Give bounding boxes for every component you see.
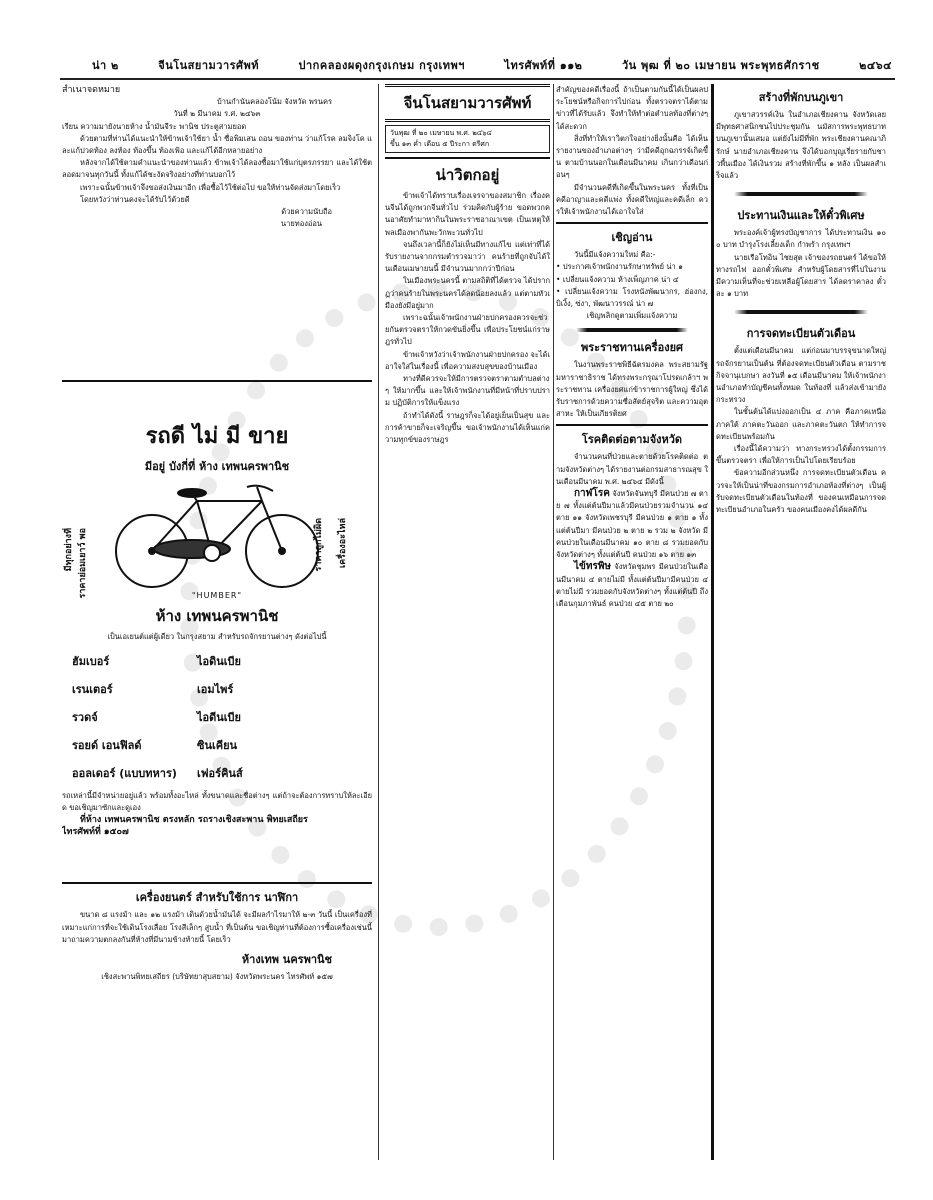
editorial-continued: มีจำนวนคดีที่เกิดขึ้นในพระนคร ทั้งที่เป็นคดีอาญาและคดีแพ่ง ทั้งคดีใหญ่และคดีเล็ก ควรให้เจ้าพนักงานได้เอาใจใส่ — [556, 182, 708, 217]
column-1 — [62, 84, 372, 1160]
donation-title: ประทานเงินและให้ตั๋วพิเศษ — [737, 209, 865, 223]
section-rule — [556, 222, 708, 224]
column-divider — [553, 84, 554, 1160]
bike-ad-body: รถเหล่านี้มีจำหน่ายอยู่แล้ว พร้อมทั้งอะไหล่ ทั้งขนาดและชื่อต่างๆ แต่ถ้าจะต้องการทราบให้ละเอียด ขอเชิญมาซักและดูเอง — [62, 790, 372, 812]
disease-name: ไข้ทรพิษ — [574, 561, 612, 573]
editorial-paragraph: จนถึงเวลานี้ก็ยังไม่เห็นมีทางแก้ไข แต่เท่าที่ได้รับรายงานจากกรมตำรวจมาว่า คนร้ายที่ถูกจับได้ในเดือนเมษายนนี้ มีจำนวนมากกว่าปีก่อน — [385, 239, 550, 274]
brand-item: เฟอร์คินส์ — [197, 766, 243, 780]
ornament-rule — [576, 328, 688, 332]
disease-title: โรคติดต่อตามจังหวัด — [581, 433, 683, 447]
temple-title: สร้างที่พักบนภูเขา — [758, 91, 844, 104]
disease-item — [556, 561, 708, 610]
bike-brand-caption: "HUMBER" — [191, 591, 243, 601]
masthead — [385, 84, 550, 122]
bike-ad-side-left: มีทุกอย่างที่ — [64, 528, 74, 572]
section-rule — [385, 157, 550, 159]
letter-closing: ด้วยความนับถือ — [281, 207, 332, 217]
census-paragraph: ในชั้นต้นได้แบ่งออกเป็น ๔ ภาค คือภาคเหนือ ภาคใต้ ภาคตะวันออก และภาคตะวันตก ให้ทำการจดทะเบียนพร้อมกัน — [716, 407, 886, 441]
issue-date: วัน พุฒ ที่ ๒๐ เมษายน พระพุทธศักราช — [621, 59, 820, 72]
editorial-paragraph: ถ้าทำได้ดังนี้ ราษฎรก็จะได้อยู่เย็นเป็นสุข และการค้าขายก็จะเจริญขึ้น ขอเจ้าพนักงานได้เห็นแก่ความทุกข์ของราษฎร — [385, 410, 550, 445]
bike-ad-side-right: เครื่องอะไหล่ — [338, 518, 348, 569]
column-divider — [378, 84, 379, 1160]
invite-item: • เปลี่ยนแจ้งความ โรงหนังพัฒนากร, ฮ่องกง, บิเงิ้ง, ซ่งา, พัฒนาวรรณ์ น่า ๗ — [556, 286, 708, 310]
brand-item: เรนเตอร์ — [72, 682, 113, 696]
royal-news-title: พระราชทานเครื่องยศ — [581, 341, 683, 355]
engine-advertisement — [62, 888, 372, 983]
bike-ad-subtitle: มีอยู่ บังกี่ที่ ห้าง เทพนครพานิช — [144, 460, 290, 474]
bike-ad-side-right: ราคาถูกไม่ผิด — [314, 518, 324, 572]
ornament-rule — [734, 310, 868, 314]
editorial-continued: สิ่งที่ทำให้เราวิตกใจอย่างยิ่งนั้นคือ ได้เห็นรายงานของอำเภอต่างๆ ว่ามีคดีอุกฉกรรจ์เกิดขึ้น ตามบ้านนอกในเดือนมีนาคม เกินกว่าเดือนก่อนๆ — [556, 133, 708, 180]
bike-ad-location: ที่ห้าง เทพนครพานิช ตรงหลัก รถรางเชิงสะพาน พิทยเสถียร — [80, 815, 308, 826]
paper-address: ปากคลองผดุงกรุงเกษม กรุงเทพฯ — [298, 59, 465, 72]
donation-body: พระองค์เจ้าผู้ทรงบัญชาการ ได้ประทานเงิน ๑๐๐ บาท บำรุงโรงเลี้ยงเด็ก กำพร้า กรุงเทพฯ — [716, 228, 886, 250]
brand-item: เอมไพร์ — [197, 682, 234, 696]
ornament-rule — [734, 192, 868, 196]
issue-line: ขึ้น ๑๓ ค่ำ เดือน ๕ ปีระกา ตรีศก — [390, 140, 490, 148]
brand-item: ออลเดอร์ (แบบทหาร) — [72, 766, 177, 780]
disease-text: จังหวัดชุมพร มีคนป่วยในเดือนมีนาคม ๔ ตายไม่มี ทั้งแต่ต้นปีมามีคนป่วย ๔ ตายไม่มี รวมยอดกับจังหวัดต่างๆ ทั้งแต่ต้นปี ถึงเดือนกุมภาพันธ์ คนป่วย ๔๕ ตาย ๒๐ — [556, 562, 708, 608]
bike-brand-list — [72, 652, 322, 782]
invite-section — [556, 228, 708, 322]
section-rule — [62, 882, 372, 884]
column-2 — [385, 84, 550, 1160]
paper-telephone: ไทรศัพท์ที่ ๑๑๒ — [504, 59, 583, 72]
editorial-paragraph: ข้าพเจ้าได้ทราบเรื่องเจรจาของสมาชิก เรื่องคนจีนได้ถูกพวกจีนทั่วไป ร่วมคิดกับผู้ร้าย ขอดพวกคนอาศัยทำมาหากินในพระราชอาณาเขต เป็นเหตุให้พลเมืองพากันพะวักพะวนทั่วไป — [385, 191, 550, 237]
census-title: การจดทะเบียนตัวเดือน — [746, 327, 856, 341]
issue-info-box — [385, 125, 550, 153]
editorial-continued: สำคัญของคดีเรื่องนี้ ถ้าเป็นตามกันนี้ได้เป็นผลประโยชน์หรือกิจการไปก่อน ทั้งตรวจตราได้ตามข่าวที่ได้รับแล้ว จึงทำให้ทำต่อตำบลท้องที่ต่างๆ ได้สะดวก — [556, 85, 708, 131]
letter-paragraph: หลังจากได้ใช้ตามคำแนะนำของท่านแล้ว ข้าพเจ้าได้ลองซื้อมาใช้แก่บุตรภรรยา และได้ใช้ตลอดมาจนทุกวันนี้ ทั้งแก้ได้ชะงัดจริงอย่างที่ท่านบอกไว้ — [62, 158, 372, 180]
running-head — [92, 56, 892, 74]
invite-item: • ประกาศเจ้าพนักงานรักษาทรัพย์ น่า ๑ — [556, 261, 708, 273]
brand-item: ไอดีนเบีย — [197, 710, 241, 724]
masthead-title: จีนโนสยามวารศัพท์ — [403, 94, 532, 112]
census-paragraph: เรื่องนี้ได้ความว่า ทางกระทรวงได้ตั้งกรรมการขึ้นตรวจตรา เพื่อให้การเป็นไปโดยเรียบร้อย — [716, 444, 886, 466]
invite-title: เชิญอ่าน — [611, 231, 653, 245]
paper-name: จีนโนสยามวารศัพท์ — [158, 59, 260, 72]
disease-item — [556, 488, 708, 561]
column-divider — [711, 84, 714, 1160]
letter — [62, 84, 372, 230]
column-4 — [716, 84, 886, 1160]
letter-paragraph: โดยหวังว่าท่านคงจะได้รับไว้ด้วยดี — [80, 194, 190, 204]
letter-signature: นายทองอ่อน — [281, 219, 322, 229]
editorial-paragraph: ข้าพเจ้าหวังว่าเจ้าพนักงานฝ่ายปกครอง จะได้เอาใจใส่ในเรื่องนี้ เพื่อความสงบสุขของบ้านเมือง — [385, 349, 550, 371]
disease-report — [556, 430, 708, 610]
bicycle-advertisement — [62, 418, 372, 848]
letter-paragraph: ด้วยตามที่ท่านได้แนะนำให้ข้าพเจ้าใช้ยา น้ำ ซื่อพิมเสน ถอน ของท่าน ว่าแก้โรค ลมจิงโค และแก้ปวดท้อง ลงท้อง ท้องขึ้น ท้องเฟ้อ และแก้ได้อีกหลายอย่าง — [62, 133, 372, 156]
invite-item: เชิญพลิกดูตามเพิ่มแจ้งความ — [586, 311, 678, 321]
bicycle-illustration — [97, 481, 337, 591]
brand-item: รอยด์ เอนฟิลด์ — [72, 738, 142, 752]
header-rule — [60, 78, 895, 80]
editorial-paragraph: เพราะฉนั้นเจ้าพนักงานฝ่ายปกครองควรจะช่วยกันตรวจตราให้กวดขันยิ่งขึ้น เพื่อประโยชน์แก่ราษฎรทั่วไป — [385, 313, 550, 347]
editorial-paragraph: ในเมืองพระนครนี้ ตามสถิติที่ได้ตรวจ ได้ปรากฏว่าคนร้ายในพระนครได้ลดน้อยลงแล้ว แต่ตามหัวเมืองยังมีอยู่มาก — [385, 276, 550, 310]
bike-ad-side-left: ราคาย่อมเยาว์ พอ — [78, 528, 88, 599]
letter-date: วันที่ ๒ มีนาคม ร.ศ. ๒๔๖๓ — [173, 109, 261, 119]
census-paragraph: ข้อความอีกส่วนหนึ่ง การจดทะเบียนตัวเดือน ควรจะให้เป็นน่าที่ของกรมการอำเภอท้องที่ต่างๆ เป็นผู้รับจดทะเบียนตัวเดือนในท้องที่ ของคนเหมือนการจดทะเบียนอำเภอในครัว ของคนเมืองคงได้ผลดีกัน — [716, 468, 886, 515]
royal-news — [556, 338, 708, 420]
editorial-paragraph: ทางที่ดีควรจะให้มีการตรวจตราตามตำบลต่างๆ ให้มากขึ้น และให้เจ้าพนักงานที่มีหน้าที่ปราบปราม ปฏิบัติการให้แข็งแรง — [385, 374, 550, 408]
disease-intro: จำนวนคนที่ป่วยและตายด้วยโรคติดต่อ ตามจังหวัดต่างๆ ได้รายงานต่อกรมสาธารณสุข ในเดือนมีนาคม พ.ศ. ๒๔๖๔ มีดังนี้ — [556, 452, 708, 486]
letter-heading: สำเนาจดหมาย — [62, 85, 121, 95]
bike-ad-title: รถดี ไม่ มี ขาย — [145, 424, 289, 450]
donation-news — [716, 206, 886, 300]
brand-item: ไอดินเบีย — [197, 654, 241, 668]
brand-item: ฮัมเบอร์ — [72, 654, 110, 668]
bike-ad-tagline: เป็นเอเยนต์แต่ผู้เดียว ในกรุงสยาม สำหรับรถจักรยานต่างๆ ดังต่อไปนี้ — [107, 632, 327, 642]
letter-paragraph: เพราะฉนั้นข้าพเจ้าจึงขอส่งเงินมาอีก เพื่อซื้อไว้ใช้ต่อไป ขอให้ท่านจัดส่งมาโดยเร็ว — [80, 182, 341, 192]
section-rule — [556, 424, 708, 426]
engine-ad-shop: ห้างเทพ นครพานิช — [241, 953, 332, 967]
census-news — [716, 324, 886, 516]
engine-ad-body: ขนาด ๘ แรงม้า และ ๑๒ แรงม้า เดินด้วยน้ำมันได้ จะมีผลกำไรมาให้ ๒-๓ วันนี้ เป็นเครื่องที่เหมาะแก่การที่จะใช้เดินโรงเลื่อย โรงสีเล็กๆ สูบน้ำ ที่เป็นต้น ขอเชิญท่านที่ต้องการซื้อเครื่องเช่นนี้ มาถามความตกลงกันที่ห้างที่มีนามข้างท้ายนี้ โดยเร็ว — [62, 910, 372, 944]
brand-item: รวดจ์ — [72, 710, 98, 724]
editorial-title: น่าวิตกอยู่ — [435, 166, 500, 184]
brand-item: ซินเคียน — [197, 738, 238, 752]
engine-ad-address: เชิงสะพานพิทยเสถียร (บริษัทยาสุบสยาม) จังหวัดพระนคร ไทรศัพท์ ๑๕๗ — [101, 972, 333, 982]
temple-news — [716, 88, 886, 182]
page-number: น่า ๒ — [92, 59, 119, 72]
engine-ad-title: เครื่องยนตร์ สำหรับใช้การ นาฬิกา — [135, 891, 299, 905]
disease-text: จังหวัดจันทบุรี มีคนป่วย ๗ ตาย ๗ ทั้งแต่ต้นปีมาแล้วมีคนป่วยรวมจำนวน ๑๔ ตาย ๑๑ จังหวัดเพชรบุรี มีคนป่วย ๑ ตาย ๑ ทั้งแต่ต้นปีมา มีคนป่วย ๒ ตาย ๒ รวม ๒ จังหวัด มีคนป่วยในเดือนมีนาคม ๑๐ ตาย ๘ รวมยอดกับจังหวัดต่างๆ ทั้งแต่ต้นปี คนป่วย ๑๖ ตาย ๑๓ — [556, 489, 708, 560]
census-paragraph: ตั้งแต่เดือนมีนาคม แต่ก่อนมาบรรจุขนาดใหญ่ รถจักรยานเป็นต้น ที่ต้องจดทะเบียนตัวเดือน ตามราชกิจจานุเบกษา ลงวันที่ ๑๕ เดือนมีนาคม ให้เจ้าพนักงานอำเภอทำบัญชีคนทั้งหมด ในท้องที่ แล้วส่งเข้ามายังกระทรวง — [716, 346, 886, 405]
bike-ad-telephone: ไทรศัพท์ที่ ๑๕๐๗ — [62, 827, 129, 838]
disease-name: กาฬโรค — [574, 488, 610, 500]
column-3 — [556, 84, 708, 1160]
invite-intro: วันนี้มีแจ้งความใหม่ คือ:- — [574, 250, 656, 260]
temple-body: ภูเขาสวรรค์เงิน ในอำเภอเชียงคาน จังหวัดเลย มีพุทธศาสนิกชนไปประชุมกัน นมัสการพระพุทธบาท บนภูเขานั้นเสมอ แต่ยังไม่มีที่พัก พระเชียงคานคณาภิรักษ์ นายอำเภอเชียงคาน จึงได้บอกบุญเรี่ยรายกับชาวพื้นเมือง ได้เงินรวม สร้างที่พักขึ้น ๑ หลัง เป็นผลสำเร็จแล้ว — [716, 110, 886, 181]
issue-year: ๒๔๖๔ — [859, 59, 892, 72]
letter-salutation: เรียน ความมายังนายห้าง น้ำมันจีระ พานิช ประตูสามยอด — [62, 121, 247, 131]
royal-news-body: ในงานพระราชพิธีฉัตรมงคล พระสยามรัฐ มหาราชาธิราช ได้ทรงพระกรุณาโปรดเกล้าฯ พระราชทาน เครื่องยศแก่ข้าราชการผู้ใหญ่ ซึ่งได้รับราชการด้วยความซื่อสัตย์สุจริต และความอุตสาหะ ให้เป็นเกียรติยศ — [556, 360, 708, 419]
section-rule — [62, 380, 372, 382]
donation-body: นายเรือโทอิน ไชยสุต เจ้าของรถยนตร์ ได้ขอให้ทางรถไฟ ออกตั๋วพิเศษ สำหรับผู้โดยสารที่ไปในงาน มีความเห็นที่จะช่วยเหลือผู้โดยสาร ได้ลดราคาลง ตั๋วละ ๑ บาท — [716, 252, 886, 299]
letter-sender: บ้านกำนันคลองโน้ม จังหวัด พรนคร — [217, 97, 332, 107]
bike-shop-name: ห้าง เทพนครพานิช — [155, 607, 279, 626]
issue-line: วันพุฒ ที่ ๒๐ เมษายน พ.ศ. ๒๔๖๔ — [390, 129, 492, 137]
invite-item: • เปลี่ยนแจ้งความ ห้างเพ็ญภาค น่า ๔ — [556, 274, 708, 286]
